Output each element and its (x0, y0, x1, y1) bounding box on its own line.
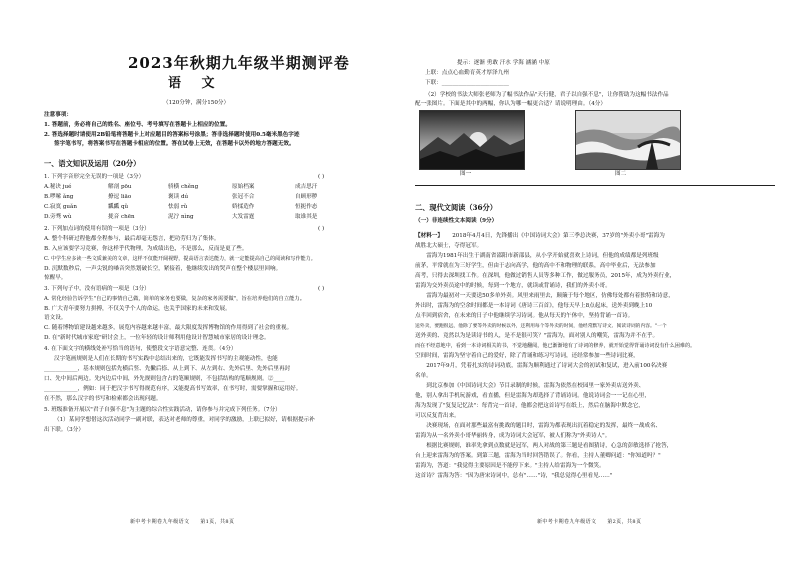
material-1-label: 【材料一】 (415, 233, 443, 239)
figure-1-mountain-sunrise (419, 110, 525, 170)
notice-3: 签字笔书写，将答案书写在答题卡相应的位置。答在试卷上无效，在答题卡以外的地方答题无效。 (54, 141, 295, 147)
q1-b-3: 褒读 dú (168, 194, 189, 200)
q1-c-5: 恒扼作态 (295, 204, 318, 210)
q1-b-4: 张冠不合 (232, 194, 255, 200)
q3-answer-paren: ( ) (318, 286, 325, 292)
m1-line: 雷海为从一名外卖小哥华丽转身，成为诗词大会冠军，被人们称为"外卖诗人"。 (415, 433, 611, 439)
q2-option-b: B. 入应该要学习竞赛，你这样乎代物理，为成绩出色，不是那么，反而是更了些。 (44, 246, 248, 252)
notice-heading: 注意事项： (44, 112, 72, 118)
couplet-lower: 下联：________________________ (425, 80, 509, 86)
q1-b-2: 撩逗 liāo (108, 194, 132, 200)
q1-d-5: 取谁其是 (295, 214, 318, 220)
right-footer: 新中考卡期卷九年级语文 第2页，共8页 (537, 519, 642, 525)
q4-para-4: ____________，例如：同于把汉字书写得规范有序，又能提高书写效率，在书写时，需要掌握和运用好。 (44, 386, 302, 392)
q2-option-c: C. 中学生应多读一些文质兼美的文章，这样不仅能开阔视野，提高语言表达能力，就一定能提高自己的阅读和写作能力。 (44, 256, 316, 262)
m1-line: 点半回到宿舍，在未来的日子中他继续学习诗词。他从每天的午休中，坚持背诵一首诗。 (415, 313, 634, 319)
q3-option-a: A. 常化经验告诉学生"自己的事情自己做，简单的家务也要做，复杂的家务需要做"，旨在培养他们的自立能力。 (44, 296, 306, 302)
q1-d-3: 泥泞 nìng (168, 214, 194, 220)
m1-line: 可以反复背出来。 (415, 413, 460, 419)
q1-d-2: 拢音 chēn (108, 214, 135, 220)
q1-answer-paren: ( ) (318, 174, 325, 180)
q2-option-d: D. 沉默数秒后，一声尖锐的嗓音突然划破长空，紧接着，他继续发出的哭声在整个楼层里回响。 (44, 266, 282, 272)
m1-line: 2017年9月，凭着扎实的诗词功底，雷海为顺利通过了诗词大会的初试和复试，进入前100名决赛 (415, 363, 668, 369)
m1-line: 这首诗？雷海为答："因为唐宋诗词中，总有"……"诗，"我总觉得心里看见……" (415, 473, 613, 479)
q1-c-1: C.寂寞 guǎn (44, 204, 77, 210)
right-page (397, 0, 794, 561)
m1-line: 送外卖，要跑很远，他除了要等外卖的时候以外，还利用每个等外卖的时间，他经常默写诗文、阅读诗词的内容。"一个 (415, 324, 667, 329)
q1-a-2: 解剖 pōu (108, 184, 132, 190)
notice-1: 1. 答题前，务必将自己的姓名、座位号、考号填写在答题卡上相应的位置。 (44, 122, 231, 128)
figure-1-label: 图一 (460, 171, 472, 177)
m1-line: 2018年4月4日，先锋播出《中国诗词大会》第三季总决赛，37岁的"外卖小哥"雷海为 (441, 233, 665, 239)
couplet-hint: 提示：逐渐 勇敢 汗水 学海 涵涵 中原 (457, 60, 550, 66)
q1-stem: 1. 下列字音形完全无误的一项是（3分） (44, 174, 145, 180)
m1-line: 他，别人拿出手机玩游戏，看直播，但是雷海为却选择了背诵诗词。他说诗词会一一记在心里， (415, 393, 650, 399)
q3-option-c: C. 随着博物馆建设越来越多，展览内容越来越丰富，最大限度发挥博物馆的作用得到了社会的重视。 (44, 325, 293, 331)
m1-line: 外出时，雷海为的空余时间都是一本诗词《唐诗三百首》，他每天早上8点起床，送外卖到晚上10 (415, 303, 653, 309)
left-footer: 新中考卡期卷九年级语文 第1页，共8页 (130, 519, 235, 525)
q2-answer-paren: ( ) (318, 226, 325, 232)
q5-stem: 5. 班级准备开展以"君子自强不息"为主题的综合性实践活动，请你参与并完成下列任务。（7分） (44, 407, 281, 413)
m1-line: 名单。 (415, 373, 432, 379)
q5-part-1: （1）某同学想借这次活动同学一副对联，表达对老师的尊重，对同学的激励，上联已拟好，请根据提示补 (54, 417, 315, 423)
q1-c-3: 怯弱 rǔ (168, 204, 188, 210)
m1-line: 而在不经意地中，看到一本诗词相关的书，不觉地翻阅，他已渐渐地有了诗词的修养，就开始觉得背诵诗词没有什么困难的。 (415, 343, 696, 349)
figure-2-sea-pine (575, 110, 681, 170)
sea-pine-image (576, 111, 680, 169)
section-divider (415, 185, 775, 186)
q1-a-5: 成吉思汗 (295, 184, 318, 190)
m1-line: 根据比赛规则，谁率先拿到点数就是冠军，两人对战的第三题是看图猜诗，心急的彭敏选择了抢答， (415, 443, 673, 449)
q4-para-5: 在不然，那么汉字的书写和检索都会出现问题。 (44, 396, 162, 402)
m1-line: 台上迎来雷海为的答案。到第三题，雷海为当时回答错误了。你看，主持人董卿问道："你知道吗？" (415, 453, 661, 459)
q1-a-3: 骄横 chěng (168, 184, 199, 190)
q3-option-d: D. 在"新时代城市家庭"研讨会上，一位年轻的设计师利用他设计智慧城市家居的设计理念。 (44, 335, 270, 341)
m1-line: 雷海为1981年出生于湖南省邵阳市新邵县，从小学开始就喜欢上诗词，但他的成绩都是列班级 (415, 253, 659, 259)
q1-b-1: B.啰嗦 ǎng (44, 194, 74, 200)
q5-part-2-cont: 配一张图片。下面是其中的两幅，你认为哪一幅更合适？请说明理由。（4分） (415, 101, 606, 107)
q4-stem: 4. 在下面文字的横线处补写恰当的语句，使整段文字语意完整、连贯。（4分） (44, 346, 237, 352)
m1-line: 雷海为，答道："我觉得主要原因是不能停下来。"主持人给雷海为一个微笑。 (415, 463, 605, 469)
m1-line: 决赛现场，在面对那些最富有挑战的题目时，雷海为都表现出沉着稳定的发挥，最终一战成名、 (415, 423, 662, 429)
section-1-heading: 一、语文知识及运用（20分） (44, 159, 141, 168)
q4-para-2: ____________，基本规则包括先横后竖、先撇后捺、从上到下、从左到右、先外后里、先外后里再封 (44, 366, 291, 372)
subject-title: 语 文 (168, 76, 223, 91)
q1-d-4: 大发雷霆 (232, 214, 255, 220)
m1-line: 雷海为最初对一天要送50多单外卖。风里来雨里去，颠簸于每个地区，仿佛每处都有着独特和诗意， (415, 293, 674, 299)
q1-b-5: 自顾形秽 (295, 194, 318, 200)
m1-line: 雷海为交外卖员途中的时候，每到一个地方，就读或背诵诗，我们的外卖小哥。 (415, 283, 611, 289)
q2-option-a: A. 整个科研过程他都全程参与，最后却毫无怨言，把功劳归为了集体。 (44, 236, 220, 242)
q1-c-2: 瓤瓤 qǔ (108, 204, 129, 210)
q1-a-1: A.秘诀 jué (44, 184, 72, 190)
exam-title: 2023年秋期九年级半期测评卷 (128, 54, 350, 72)
q1-a-4: 原始档案 (232, 184, 255, 190)
m1-line: 空间时间，雷海为坚守着自己的爱好，除了背诵和练习写诗词，还经常参加一些诗词比赛， (415, 353, 639, 359)
q4-para-1: 汉字笔画规则是人们在长期的书写实践中总结出来的，它既能发挥书写的主观能动性，也能 (54, 356, 278, 362)
m1-line: 战胜北大硕士，夺得冠军。 (415, 243, 483, 249)
q3-option-b-cont: 语文设。 (44, 315, 67, 321)
couplet-upper: 上联：点点心血勤育英才厚泽九州 (425, 70, 509, 76)
mountain-sunrise-image (420, 111, 524, 169)
m1-line: 到北京参加《中国诗词大会》节目录制的时候，雷海为依然在校园里一家外卖店送外卖、 (415, 383, 645, 389)
m1-line: 海为发现了"复复记忆法"：每背完一首诗，他都会把这首诗写在纸上，然后在脑海中默念它， (415, 403, 644, 409)
section-2-heading: 二、现代文阅读（36分） (415, 203, 497, 212)
q4-para-3: 口、先中间后两边。先内边后中间，外先规则包含占的笔顺规则，不包括结构的笔顺规则。②____ (44, 376, 285, 382)
q2-stem: 2. 下列加点词的使用有误的一项是（3分） (44, 226, 150, 232)
m1-line: 前茅，平常就在为三好学生，但由于志向高学，他的高中不和物理的联系，高中毕业后，无法参加 (415, 263, 656, 269)
m1-line: 高考，只得去深圳找工作。在深圳，他做过销售人员等多种工作，做过服务员，2015年，成为外卖行业， (415, 273, 676, 279)
subsection-1-heading: （一）非连续性文本阅读（9分） (415, 218, 498, 224)
q3-option-b: B. 广大青年要努力拼搏，不仅关乎个人的命运，也关乎国家的未来和发展。 (44, 306, 231, 312)
q1-d-1: D.旁骛 wù (44, 214, 72, 220)
q1-c-4: 娇揉造作 (232, 204, 255, 210)
m1-line: 送外卖的、竟然以为是读诗书的人，是不是很可笑？"雷海为，面对别人的嘲笑，雷海为并不在乎。 (415, 333, 659, 339)
q5-part-1-cont: 出下联。（3分） (44, 427, 84, 433)
q3-stem: 3. 下列句子中，没有语病的一项是（3分） (44, 286, 150, 292)
score-line: （120分钟，满分150分） (163, 100, 230, 106)
q2-option-d-cont: 惊醒早。 (44, 275, 67, 281)
figure-2-label: 图二 (615, 171, 627, 177)
notice-2: 2. 答选择题时请使用2B铅笔将答题卡上对应题目的答案标号涂黑；答非选择题时使用0.5毫米黑色字迹 (44, 132, 300, 138)
q5-part-2: （2）学校的书法大师张老师为了幅书法作品"天行健，君子以自强不息"，让你帮助为这幅书法作品 (425, 92, 669, 98)
